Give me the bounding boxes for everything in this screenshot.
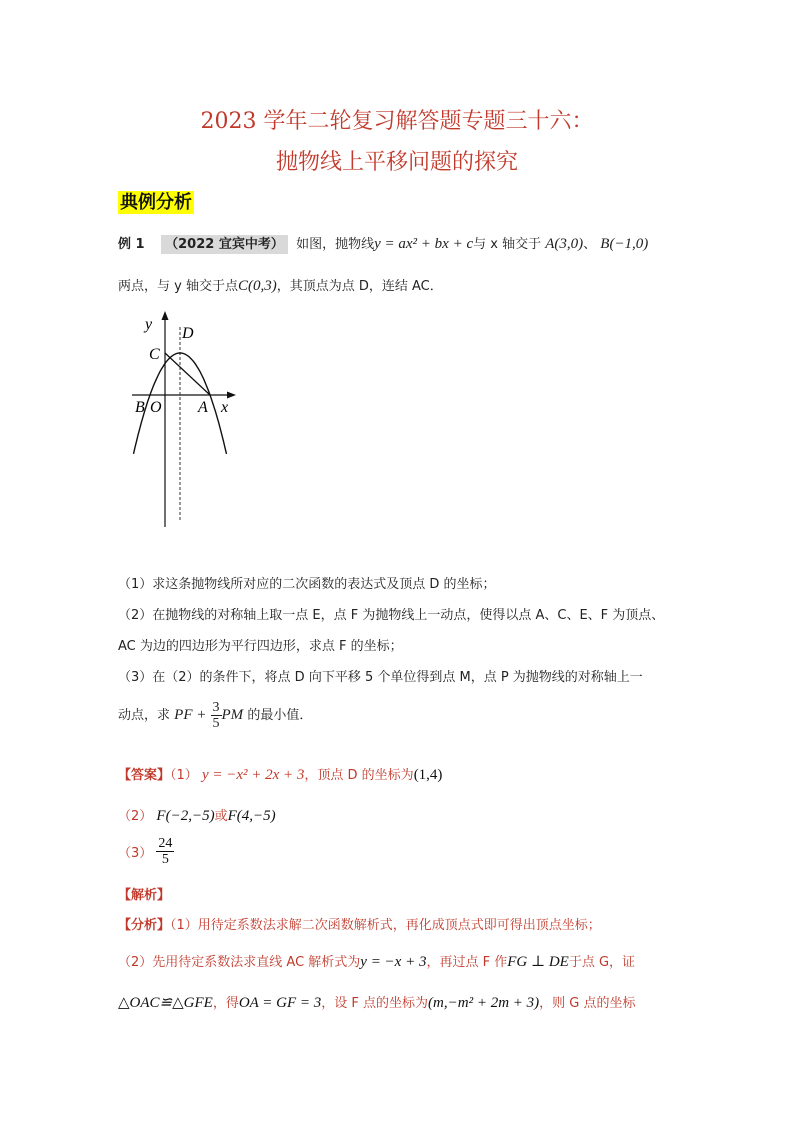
label-d: D [182,325,194,342]
point-c: C(0,3) [237,278,277,294]
answer-label: 【答案】 [118,768,171,783]
question-2-line-1: （2）在抛物线的对称轴上取一点 E，点 F 为抛物线上一动点，使得以点 A、C、E、F 为顶点、 [118,608,665,623]
label-o: O [150,399,162,416]
answer-line-1: 【答案】（1） y = −x² + 2x + 3，顶点 D 的坐标为(1,4) [118,767,443,783]
analysis-line-2: （2）先用待定系数法求直线 AC 解析式为y = −x + 3，再过点 F 作FG ⊥ DE于点 G，证 [118,954,636,970]
parabola-equation: y = ax² + bx + c [374,236,474,252]
section-heading: 典例分析 [120,192,192,213]
point-b: B(−1,0) [600,236,649,252]
segment-ac [165,353,210,395]
label-c: C [149,346,160,363]
x-axis-arrow [227,392,236,399]
fraction-3-5: $\frac{3}{5}$ [212,700,220,731]
title-line-2: 抛物线上平移问题的探究 [275,150,518,175]
question-3-line-2: 动点，求 PF + $\frac{3}{5}$ PM 的最小值． [118,700,313,731]
question-3-line-1: （3）在（2）的条件下，将点 D 向下平移 5 个单位得到点 M，点 P 为抛物线的对称轴上一 [118,670,643,685]
answer-line-2: （2） F(−2,−5)或F(4,−5) [118,808,276,824]
question-2-line-2: AC 为边的四边形为平行四边形，求点 F 的坐标； [118,639,403,654]
fraction-24-5: $\frac{24}{5}$ [158,836,173,867]
x-axis-label: x [221,399,229,416]
source-tag: （2022 宜宾中考） [161,235,288,254]
analysis-line-1: 【分析】（1）用待定系数法求解二次函数解析式，再化成顶点式即可得出顶点坐标； [118,918,601,933]
analysis-line-3: △OAC≌△GFE，得OA = GF = 3，设 F 点的坐标为(m,−m² + 2m + 3)，则 G 点的坐标 [118,995,636,1011]
title-line-1: 2023 学年二轮复习解答题专题三十六： [200,109,594,134]
parabola-figure [118,305,258,535]
label-a: A [198,399,208,416]
example-stem-line-2: 两点，与 y 轴交于点C(0,3)，其顶点为点 D，连结 AC． [118,278,443,294]
point-a: A(3,0) [545,236,584,252]
example-stem-line-1: 例 1 （2022 宜宾中考） 如图，抛物线y = ax² + bx + c与 x 轴交于 A(3,0)、 B(−1,0) [118,236,649,252]
question-1: （1）求这条抛物线所对应的二次函数的表达式及顶点 D 的坐标； [118,577,496,592]
label-b: B [135,399,145,416]
answer-line-3: （3） $\frac{24}{5}$ [118,836,173,867]
example-label: 例 1 [118,237,145,252]
y-axis-arrow [162,311,169,320]
y-axis-label: y [145,316,153,333]
analysis-label: 【解析】 [118,888,171,903]
